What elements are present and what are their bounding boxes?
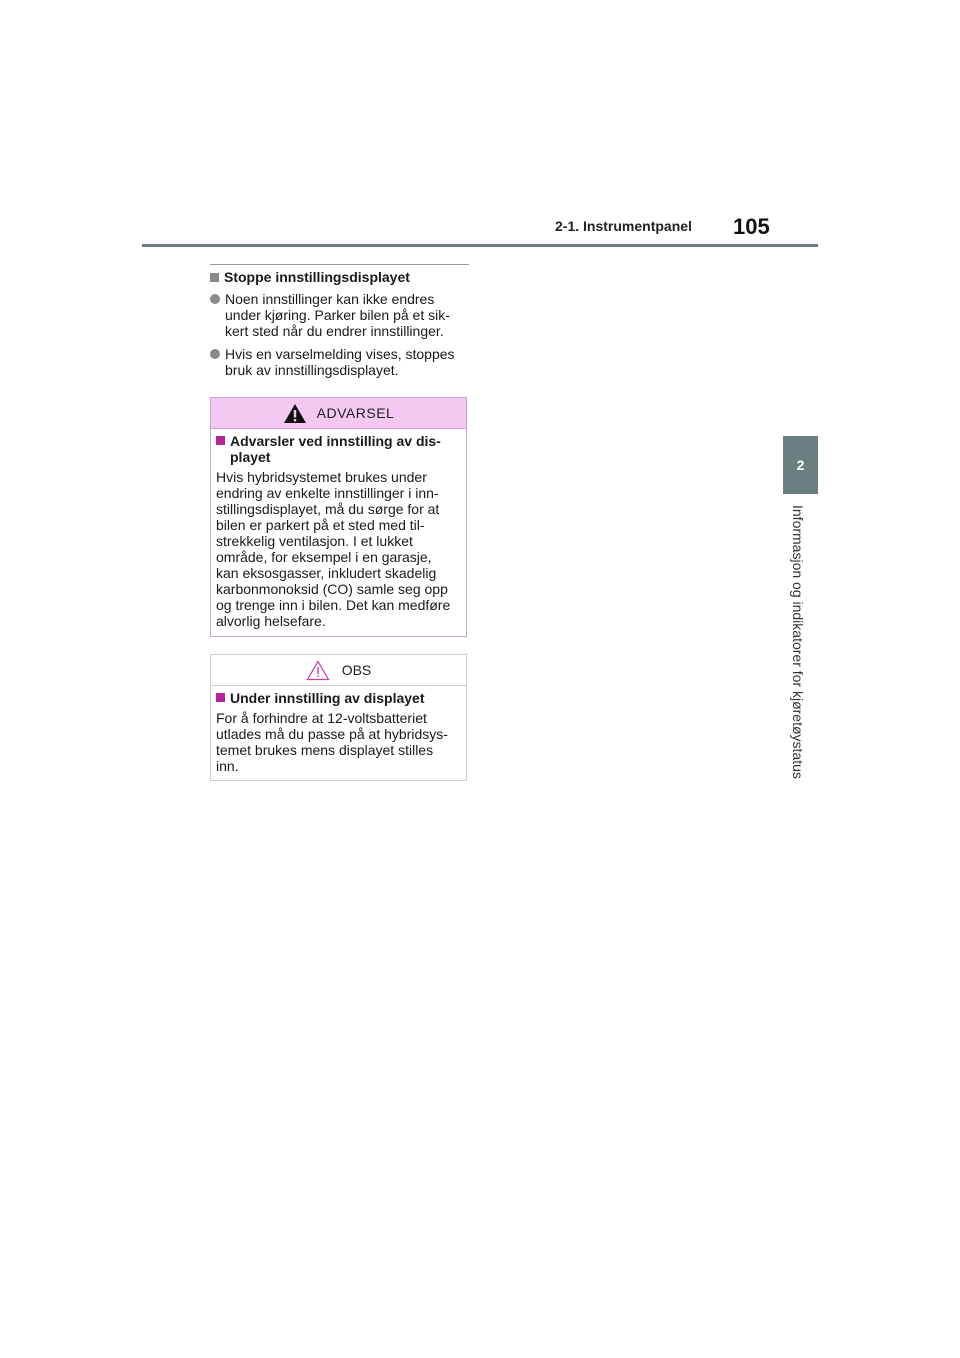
list-item xyxy=(210,291,469,339)
warning-box-header xyxy=(211,398,466,429)
warning-box-title: ADVARSEL xyxy=(316,405,395,421)
list-item xyxy=(210,346,469,378)
round-bullet-icon xyxy=(210,294,220,304)
notice-box-header xyxy=(211,655,466,686)
section-heading-text: Stoppe innstillingsdisplayet xyxy=(224,269,410,285)
square-bullet-icon xyxy=(216,436,225,445)
page-number: 105 xyxy=(733,214,770,239)
warning-box-text: Hvis hybridsystemet brukes under endring av enkelte innstillinger i inn- stillingsdisplayet, må du sørge for at bilen er parkert på et sted med til- strekkelig ventilasjon. I et lukket område, for eksempel i en garasje, kan eksosgasser, inkludert skadelig karbonmonoksid (CO) samle seg opp og trenge inn i bilen. Det kan medføre alvorlig helsefare. xyxy=(216,469,451,629)
list-item-text: Noen innstillinger kan ikke endres under kjøring. Parker bilen på et sik- kert sted når du endrer innstillinger. xyxy=(225,291,450,339)
chapter-tab xyxy=(783,436,818,494)
warning-box xyxy=(210,397,467,637)
list-item-text: Hvis en varselmelding vises, stoppes bruk av innstillingsdisplayet. xyxy=(225,346,455,378)
square-bullet-icon xyxy=(216,693,225,702)
chapter-number: 2 xyxy=(796,457,805,473)
notice-box-heading xyxy=(216,690,461,706)
section-divider xyxy=(210,264,469,265)
notice-box xyxy=(210,654,467,781)
warning-triangle-icon xyxy=(283,403,307,424)
header-section-title: 2-1. Instrumentpanel xyxy=(555,218,692,234)
round-bullet-icon xyxy=(210,349,220,359)
section-heading xyxy=(210,269,410,285)
warning-box-heading-text: Advarsler ved innstilling av dis- playet xyxy=(230,433,441,465)
square-bullet-icon xyxy=(210,273,219,282)
notice-box-title: OBS xyxy=(341,662,372,678)
caution-triangle-icon xyxy=(306,660,330,681)
warning-box-heading xyxy=(216,433,461,465)
notice-box-heading-text: Under innstilling av displayet xyxy=(230,690,425,706)
notice-box-text: For å forhindre at 12-voltsbatteriet utlades må du passe på at hybridsys- temet brukes mens displayet stilles inn. xyxy=(216,710,448,774)
header-rule xyxy=(142,244,818,247)
chapter-side-title: Informasjon og indikatorer for kjøretøystatus xyxy=(790,505,806,779)
